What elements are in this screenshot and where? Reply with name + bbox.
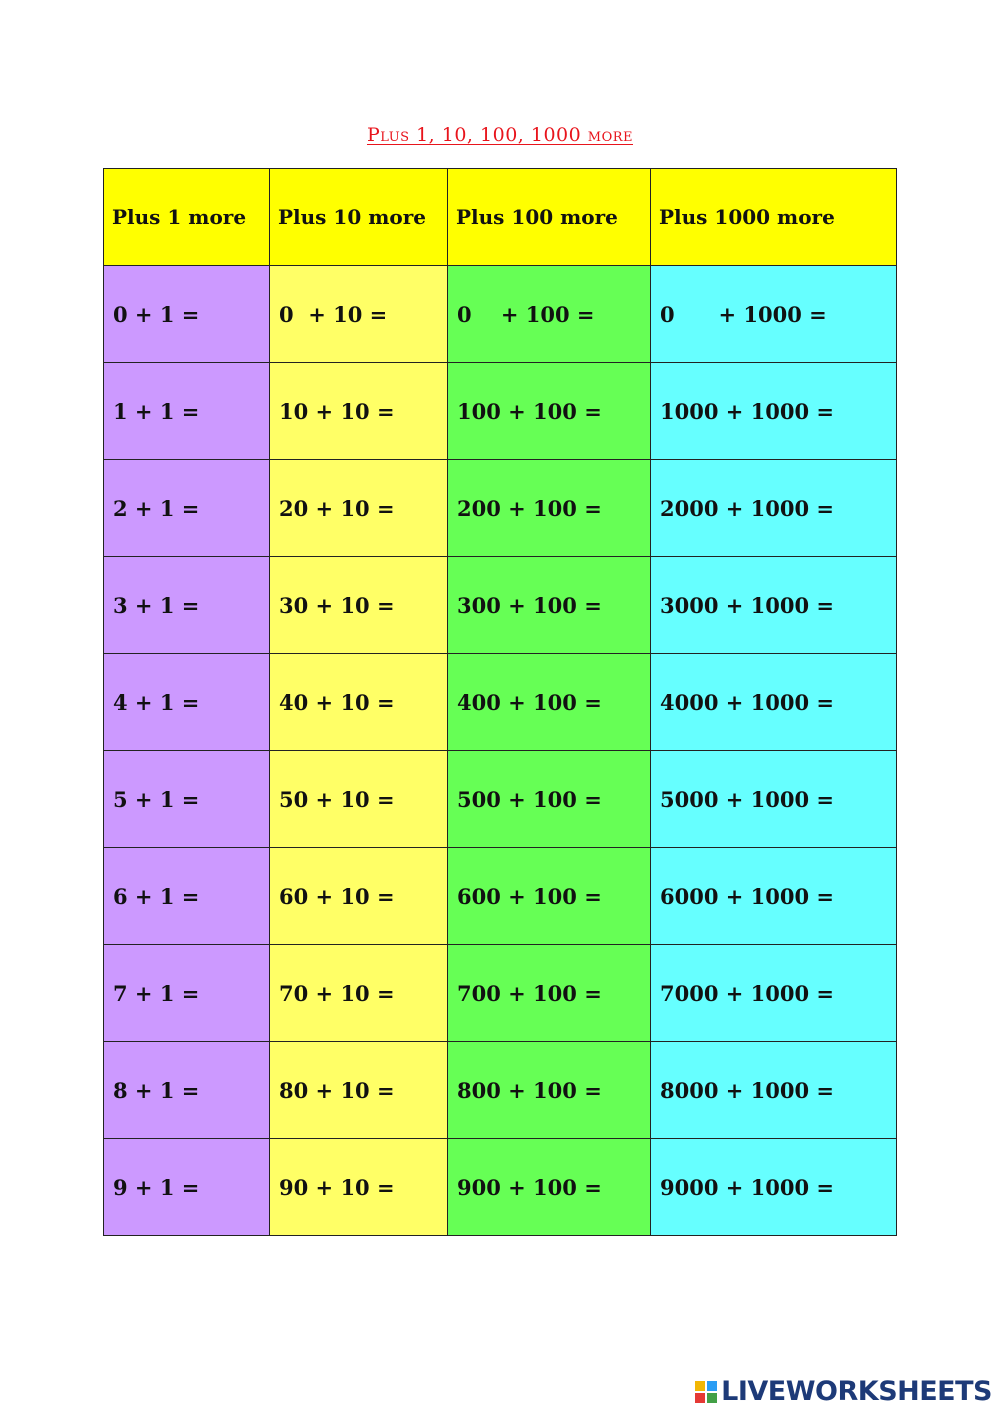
table-row	[104, 945, 897, 1042]
liveworksheets-brand	[695, 1376, 992, 1407]
table-row	[104, 266, 897, 363]
page-title: Plus 1, 10, 100, 1000 more	[366, 124, 633, 146]
equation-cell: 100 + 100 =	[448, 363, 651, 460]
equation-cell: 7000 + 1000 =	[651, 945, 897, 1042]
equation-cell: 8000 + 1000 =	[651, 1042, 897, 1139]
table-row	[104, 1042, 897, 1139]
equation-cell: 60 + 10 =	[270, 848, 448, 945]
header-plus-10: Plus 10 more	[270, 169, 448, 266]
equation-cell: 400 + 100 =	[448, 654, 651, 751]
equation-cell: 0 + 100 =	[448, 266, 651, 363]
equation-cell: 9 + 1 =	[104, 1139, 270, 1236]
equation-cell: 9000 + 1000 =	[651, 1139, 897, 1236]
equation-cell: 0 + 1000 =	[651, 266, 897, 363]
table-row	[104, 363, 897, 460]
table-row	[104, 654, 897, 751]
equation-cell: 6 + 1 =	[104, 848, 270, 945]
equation-cell: 5000 + 1000 =	[651, 751, 897, 848]
equation-cell: 80 + 10 =	[270, 1042, 448, 1139]
equation-cell: 50 + 10 =	[270, 751, 448, 848]
equation-cell: 70 + 10 =	[270, 945, 448, 1042]
equation-cell: 5 + 1 =	[104, 751, 270, 848]
table-row	[104, 557, 897, 654]
equation-cell: 20 + 10 =	[270, 460, 448, 557]
header-plus-100: Plus 100 more	[448, 169, 651, 266]
brand-name: LIVEWORKSHEETS	[721, 1376, 992, 1407]
equation-cell: 1 + 1 =	[104, 363, 270, 460]
table-row	[104, 751, 897, 848]
equation-cell: 90 + 10 =	[270, 1139, 448, 1236]
equation-cell: 4 + 1 =	[104, 654, 270, 751]
equation-cell: 3000 + 1000 =	[651, 557, 897, 654]
equation-cell: 0 + 10 =	[270, 266, 448, 363]
equation-cell: 800 + 100 =	[448, 1042, 651, 1139]
equation-cell: 8 + 1 =	[104, 1042, 270, 1139]
equation-cell: 6000 + 1000 =	[651, 848, 897, 945]
table-header-row	[104, 169, 897, 266]
equation-cell: 2 + 1 =	[104, 460, 270, 557]
equation-cell: 300 + 100 =	[448, 557, 651, 654]
equation-cell: 30 + 10 =	[270, 557, 448, 654]
table-row	[104, 848, 897, 945]
equation-cell: 1000 + 1000 =	[651, 363, 897, 460]
equation-cell: 200 + 100 =	[448, 460, 651, 557]
equation-cell: 4000 + 1000 =	[651, 654, 897, 751]
equation-cell: 700 + 100 =	[448, 945, 651, 1042]
equation-cell: 2000 + 1000 =	[651, 460, 897, 557]
equation-cell: 10 + 10 =	[270, 363, 448, 460]
table-row	[104, 460, 897, 557]
table-row	[104, 1139, 897, 1236]
equation-cell: 40 + 10 =	[270, 654, 448, 751]
liveworksheets-logo-icon	[695, 1381, 717, 1403]
equation-cell: 600 + 100 =	[448, 848, 651, 945]
equation-cell: 0 + 1 =	[104, 266, 270, 363]
header-plus-1000: Plus 1000 more	[651, 169, 897, 266]
equation-cell: 7 + 1 =	[104, 945, 270, 1042]
equation-cell: 3 + 1 =	[104, 557, 270, 654]
equation-cell: 500 + 100 =	[448, 751, 651, 848]
equation-cell: 900 + 100 =	[448, 1139, 651, 1236]
header-plus-1: Plus 1 more	[104, 169, 270, 266]
addition-table	[103, 168, 897, 1236]
